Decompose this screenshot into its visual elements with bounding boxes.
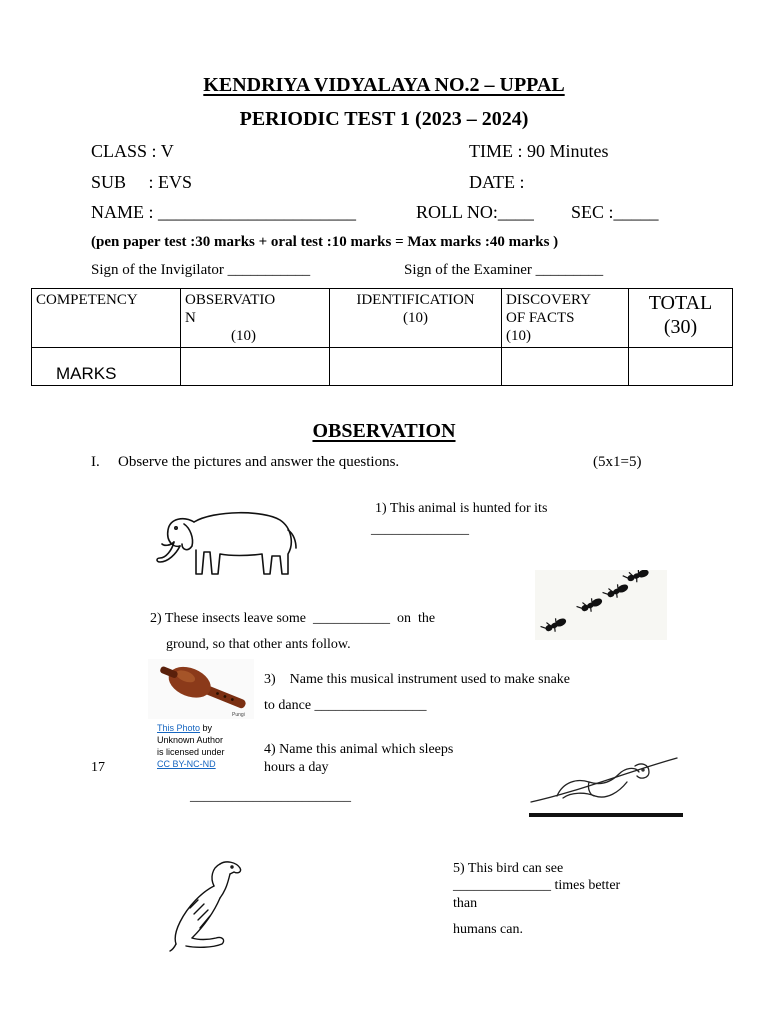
elephant-image bbox=[154, 506, 300, 578]
pungi-image bbox=[148, 659, 254, 719]
question-5-blank[interactable]: ______________ times better bbox=[453, 878, 621, 893]
question-4-continued: hours a day bbox=[264, 760, 329, 775]
question-2-text: 2) These insects leave some ___________ on the bbox=[150, 611, 436, 626]
test-title: PERIODIC TEST 1 (2023 – 2024) bbox=[239, 108, 529, 130]
question-2-continued: ground, so that other ants follow. bbox=[166, 637, 351, 652]
pungi-caption: Pungi bbox=[232, 712, 245, 718]
school-title: KENDRIYA VIDYALAYA NO.2 – UPPAL bbox=[203, 74, 565, 96]
ants-image bbox=[535, 570, 667, 640]
section-field: SEC :_____ bbox=[571, 202, 659, 222]
photo-credit: This Photo by Unknown Author is licensed under CC BY-NC-ND bbox=[157, 723, 225, 769]
table-header-row bbox=[32, 289, 733, 348]
photo-link[interactable]: This Photo bbox=[157, 723, 201, 733]
identification-header: IDENTIFICATION (10) bbox=[330, 289, 502, 348]
invigilator-sign: Sign of the Invigilator ___________ bbox=[91, 262, 311, 278]
time-label: TIME : 90 Minutes bbox=[469, 141, 609, 161]
marks-label: MARKS bbox=[32, 348, 181, 386]
question-1-blank[interactable]: ______________ bbox=[371, 522, 469, 537]
discovery-header: DISCOVERY OF FACTS (10) bbox=[502, 289, 629, 348]
competency-header: COMPETENCY bbox=[32, 289, 181, 348]
sloth-image bbox=[527, 752, 685, 818]
section-instruction: Observe the pictures and answer the questions. bbox=[118, 454, 400, 470]
section-roman: I. bbox=[91, 454, 100, 470]
question-3-text: 3) Name this musical instrument used to make snake bbox=[264, 672, 570, 687]
observation-header: OBSERVATIO N (10) bbox=[181, 289, 330, 348]
question-3-blank[interactable]: to dance ________________ bbox=[264, 698, 427, 713]
section-title: OBSERVATION bbox=[312, 420, 456, 442]
license-link[interactable]: CC BY-NC-ND bbox=[157, 759, 216, 769]
roll-field: ROLL NO:____ bbox=[416, 202, 534, 222]
marks-note: (pen paper test :30 marks + oral test :10 marks = Max marks :40 marks ) bbox=[91, 234, 559, 250]
question-4-blank[interactable]: _______________________ bbox=[190, 789, 351, 804]
total-header: TOTAL (30) bbox=[629, 289, 733, 348]
marks-row bbox=[32, 348, 733, 386]
class-label: CLASS : V bbox=[91, 141, 174, 161]
question-4-number: 17 bbox=[91, 760, 105, 775]
question-1-text: 1) This animal is hunted for its bbox=[375, 501, 548, 516]
name-field: NAME : ______________________ bbox=[91, 202, 356, 222]
marks-table bbox=[31, 288, 733, 386]
examiner-sign: Sign of the Examiner _________ bbox=[404, 262, 604, 278]
discovery-marks-cell[interactable] bbox=[502, 348, 629, 386]
eagle-image bbox=[168, 856, 248, 952]
date-label: DATE : bbox=[469, 172, 525, 192]
observation-marks-cell[interactable] bbox=[181, 348, 330, 386]
total-marks-cell[interactable] bbox=[629, 348, 733, 386]
question-5-end: humans can. bbox=[453, 922, 523, 937]
question-5-text: 5) This bird can see bbox=[453, 861, 564, 876]
identification-marks-cell[interactable] bbox=[330, 348, 502, 386]
subject-label: SUB : EVS bbox=[91, 172, 193, 192]
question-5-continued: than bbox=[453, 896, 478, 911]
section-marks: (5x1=5) bbox=[593, 454, 642, 470]
question-4-text: 4) Name this animal which sleeps bbox=[264, 742, 454, 757]
